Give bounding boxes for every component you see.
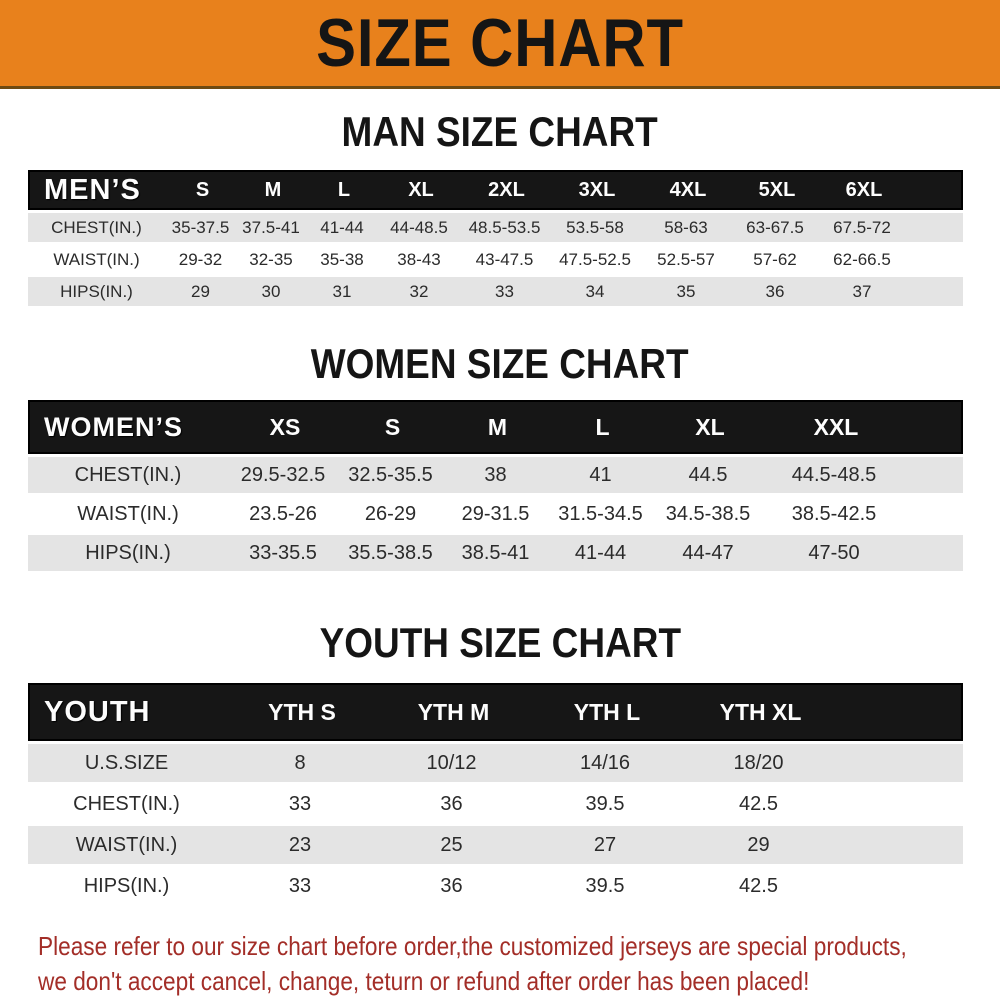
column-header: XS [269,413,301,440]
table-cell: 30 [261,281,281,301]
table-cell: 33 [288,792,312,815]
table-cell: 29-31.5 [461,502,530,525]
table-cell: 31 [332,281,352,301]
table-cell: 10/12 [426,751,477,774]
filler-cell [907,402,961,452]
table-cell: 32.5-35.5 [348,463,433,486]
men-size-table [28,170,963,306]
filler-cell [905,496,963,532]
table-cell: 29.5-32.5 [240,463,326,486]
table-cell: 53.5-58 [566,217,624,237]
column-header: M [264,178,282,201]
column-header: 4XL [669,178,707,201]
filler-cell [905,535,963,571]
table-cell: 38.5-41 [461,541,530,564]
table-row [28,826,963,864]
column-header: YTH L [573,698,641,725]
column-header: YTH S [268,698,336,725]
row-label: CHEST(IN.) [51,217,142,237]
table-cell: 58-63 [664,217,708,237]
table-cell: 42.5 [739,874,778,897]
table-header-row [28,170,963,210]
table-cell: 35.5-38.5 [348,541,433,564]
table-cell: 39.5 [585,792,625,815]
youth-heading [0,621,1000,665]
table-cell: 36 [440,792,463,815]
table-cell: 35 [676,281,696,301]
filler-cell [835,867,963,905]
table-cell: 44-47 [682,541,734,564]
column-header: XXL [813,413,859,440]
women-size-table [28,400,963,571]
table-cell: 43-47.5 [475,249,534,269]
row-label: HIPS(IN.) [83,874,170,897]
table-cell: 41-44 [574,541,627,564]
table-cell: 42.5 [739,792,778,815]
table-cell: 34 [585,281,605,301]
column-header: L [337,178,351,201]
note-line-1: Please refer to our size chart before order,the customized jerseys are special products, [38,931,907,961]
table-cell: 25 [440,833,463,856]
table-cell: 38-43 [397,249,441,269]
table-cell: 48.5-53.5 [468,217,541,237]
table-cell: 14/16 [579,751,631,774]
table-cell: 18/20 [733,751,784,774]
table-cell: 52.5-57 [657,249,715,269]
row-label: WAIST(IN.) [75,833,178,856]
table-cell: 44.5 [688,463,728,486]
row-label: WAIST(IN.) [77,502,179,525]
table-cell: 47.5-52.5 [559,249,631,269]
column-header: XL [695,413,725,440]
table-title-cell: YOUTH [44,695,151,728]
column-header: 6XL [845,178,883,201]
women-section [0,342,1000,571]
banner [0,0,1000,89]
table-row [28,245,963,274]
column-header: L [595,413,610,440]
column-header: 5XL [758,178,796,201]
filler-cell [835,785,963,823]
table-row [28,535,963,571]
row-label: HIPS(IN.) [85,541,171,564]
note-line-2: we don't accept cancel, change, teturn or refund after order has been placed! [38,966,810,996]
table-cell: 31.5-34.5 [558,502,643,525]
youth-size-table [28,683,963,905]
table-cell: 29 [191,281,210,301]
table-cell: 35-38 [320,249,364,269]
table-cell: 41 [589,463,612,486]
table-row [28,213,963,242]
column-header: 2XL [488,178,525,201]
table-cell: 37 [852,281,872,301]
table-cell: 29 [747,833,770,856]
table-cell: 23.5-26 [249,502,317,525]
table-row [28,744,963,782]
row-label: CHEST(IN.) [73,792,180,815]
table-cell: 39.5 [585,874,625,897]
table-cell: 41-44 [320,217,364,237]
column-header: M [487,413,508,440]
table-cell: 33 [288,874,312,897]
youth-section [0,621,1000,905]
table-cell: 57-62 [753,249,797,269]
table-header-row [28,400,963,454]
table-cell: 23 [288,833,312,856]
column-header: YTH XL [719,698,802,725]
table-cell: 35-37.5 [171,217,230,237]
table-cell: 62-66.5 [833,249,891,269]
column-header: XL [408,178,434,201]
table-cell: 33 [495,281,514,301]
table-cell: 8 [294,751,306,774]
table-cell: 63-67.5 [746,217,804,237]
table-cell: 37.5-41 [242,217,300,237]
column-header: 3XL [578,178,616,201]
filler-cell [835,744,963,782]
table-row [28,785,963,823]
filler-cell [905,213,963,242]
youth-heading-text: YOUTH SIZE CHART [319,619,681,666]
table-title-cell: WOMEN’S [44,411,183,442]
men-section [0,110,1000,306]
table-cell: 27 [593,833,617,856]
table-cell: 67.5-72 [833,217,891,237]
table-title-cell: MEN’S [44,173,141,206]
banner-title: SIZE CHART [316,5,684,81]
table-cell: 33-35.5 [249,541,317,564]
column-header: YTH M [417,698,490,725]
row-label: U.S.SIZE [84,751,169,774]
table-cell: 44-48.5 [390,217,448,237]
men-heading [0,110,1000,154]
table-header-row [28,683,963,741]
column-header: S [384,413,401,440]
table-row [28,277,963,306]
table-row [28,457,963,493]
men-heading-text: MAN SIZE CHART [341,108,659,155]
table-row [28,496,963,532]
filler-cell [907,172,961,208]
table-row [28,867,963,905]
table-cell: 26-29 [364,502,417,525]
column-header: S [195,178,210,201]
table-cell: 36 [765,281,785,301]
table-cell: 36 [440,874,463,897]
table-cell: 38.5-42.5 [791,502,877,525]
row-label: WAIST(IN.) [53,249,140,269]
row-label: CHEST(IN.) [74,463,182,486]
table-cell: 32 [409,281,429,301]
table-cell: 32-35 [249,249,293,269]
filler-cell [905,277,963,306]
table-cell: 29-32 [178,249,223,269]
filler-cell [837,685,961,739]
filler-cell [835,826,963,864]
table-cell: 38 [484,463,507,486]
table-cell: 34.5-38.5 [665,502,751,525]
women-heading-text: WOMEN SIZE CHART [311,340,689,387]
filler-cell [905,457,963,493]
footer-note [0,929,1000,999]
filler-cell [905,245,963,274]
table-cell: 44.5-48.5 [791,463,877,486]
row-label: HIPS(IN.) [60,281,133,301]
women-heading [0,342,1000,386]
table-cell: 47-50 [808,541,860,564]
